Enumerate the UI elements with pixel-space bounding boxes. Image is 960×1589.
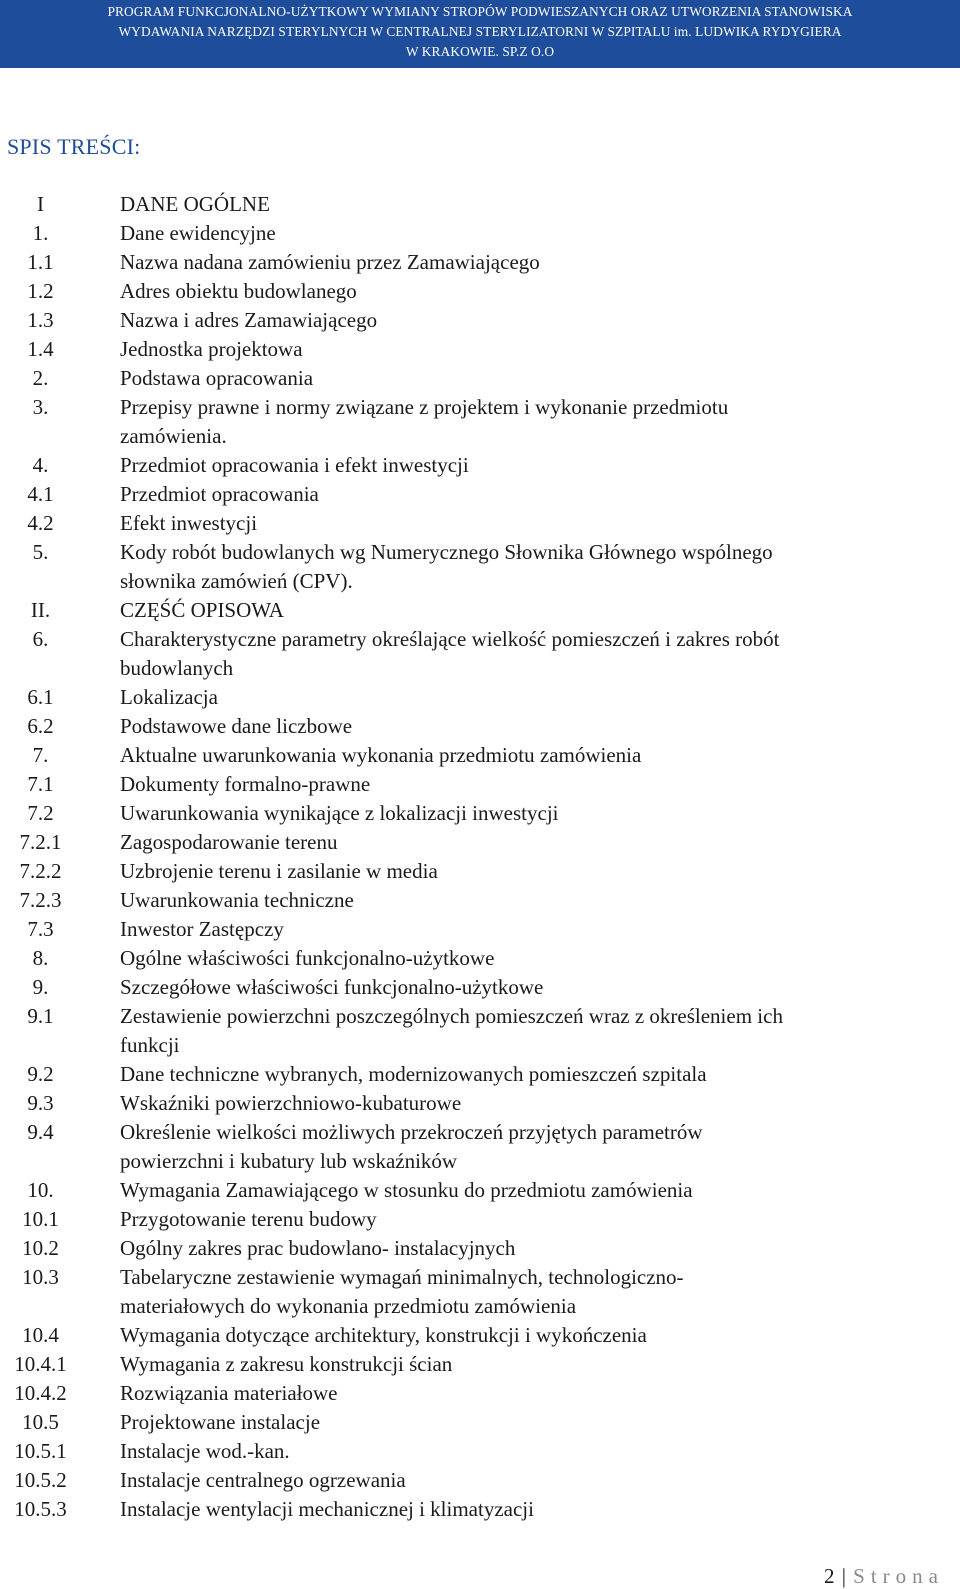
toc-entry-text-line: Nazwa i adres Zamawiającego: [120, 308, 378, 332]
toc-entry-text: [120, 799, 920, 828]
toc-entry-text: [120, 1234, 920, 1263]
toc-entry-number: 7.3: [27, 917, 54, 941]
toc-entry: [0, 1437, 960, 1466]
toc-entry: [0, 1408, 960, 1437]
toc-entry-number: 6.2: [27, 714, 54, 738]
page-separator: |: [841, 1564, 846, 1588]
toc-entry-text: [120, 1205, 920, 1234]
toc-entry-number: 10.2: [22, 1236, 59, 1260]
toc-entry-text: [120, 190, 920, 219]
toc-entry-text: [120, 509, 920, 538]
toc-entry-text-continuation: funkcji: [120, 1033, 180, 1057]
toc-entry-text-line: Szczegółowe właściwości funkcjonalno-użytkowe: [120, 975, 544, 999]
toc-entry-text-line: Dane techniczne wybranych, modernizowanych pomieszczeń szpitala: [120, 1062, 707, 1086]
toc-entry: [0, 1089, 960, 1118]
toc-entry-text-line: Przedmiot opracowania: [120, 482, 319, 506]
toc-entry-text-continuation: materiałowych do wykonania przedmiotu zamówienia: [120, 1294, 577, 1318]
toc-entry-number: 1.3: [27, 308, 54, 332]
toc-entry-number: 10.: [27, 1178, 54, 1202]
toc-entry-text: [120, 973, 920, 1002]
header-line-2: WYDAWANIA NARZĘDZI STERYLNYCH W CENTRALNEJ STERYLIZATORNI W SZPITALU im. LUDWIKA RYDYGIERA: [118, 24, 842, 39]
toc-entry: [0, 219, 960, 248]
toc-entry-number: 3.: [32, 395, 49, 419]
toc-entry-text-line: Adres obiektu budowlanego: [120, 279, 357, 303]
toc-entry-text: [120, 1437, 920, 1466]
toc-entry-text-line: CZĘŚĆ OPISOWA: [120, 598, 284, 622]
toc-entry: [0, 712, 960, 741]
toc-entry: [0, 190, 960, 219]
toc-entry: [0, 364, 960, 393]
toc-entry-text-line: DANE OGÓLNE: [120, 192, 270, 216]
toc-entry-number: 8.: [32, 946, 49, 970]
toc-entry-text: [120, 1089, 920, 1118]
toc-entry-number: 7.2.3: [19, 888, 62, 912]
toc-entry-text-line: Instalacje centralnego ogrzewania: [120, 1468, 406, 1492]
toc-entry-text-line: Projektowane instalacje: [120, 1410, 321, 1434]
toc-entry: [0, 857, 960, 886]
toc-entry-number: 9.3: [27, 1091, 54, 1115]
toc-entry-text-line: Przygotowanie terenu budowy: [120, 1207, 377, 1231]
toc-entry-text-line: Przedmiot opracowania i efekt inwestycji: [120, 453, 469, 477]
toc-entry: [0, 1002, 960, 1060]
toc-entry-number: 10.3: [22, 1265, 59, 1289]
toc-entry-text-line: Ogólne właściwości funkcjonalno-użytkowe: [120, 946, 495, 970]
toc-entry-text-line: Efekt inwestycji: [120, 511, 258, 535]
toc-entry-number: 4.1: [27, 482, 54, 506]
toc-entry-text: [120, 944, 920, 973]
toc-entry-number: 4.: [32, 453, 49, 477]
toc-entry-text: [120, 1379, 920, 1408]
toc-entry: [0, 248, 960, 277]
toc-entry: [0, 538, 960, 596]
toc-entry-number: 10.5.2: [14, 1468, 67, 1492]
toc-entry-number: 7.2.2: [19, 859, 62, 883]
toc-entry-text-line: Aktualne uwarunkowania wykonania przedmiotu zamówienia: [120, 743, 642, 767]
toc-entry: [0, 770, 960, 799]
toc-entry: [0, 1118, 960, 1176]
toc-entry-number: 7.: [32, 743, 49, 767]
toc-entry-text: [120, 306, 920, 335]
toc-entry-number: 6.1: [27, 685, 54, 709]
toc-entry-text: [120, 1263, 920, 1321]
toc-entry-number: 10.1: [22, 1207, 59, 1231]
toc-entry-text-line: Zestawienie powierzchni poszczególnych pomieszczeń wraz z określeniem ich: [120, 1004, 783, 1028]
toc-entry: [0, 1060, 960, 1089]
toc-entry: [0, 1263, 960, 1321]
toc-entry: [0, 1350, 960, 1379]
toc-entry-number: 1.: [32, 221, 49, 245]
toc-entry-text-line: Charakterystyczne parametry określające wielkość pomieszczeń i zakres robót: [120, 627, 780, 651]
page-number: 2: [823, 1564, 835, 1588]
toc-entry-text: [120, 219, 920, 248]
toc-entry-number: 10.4.2: [14, 1381, 67, 1405]
toc-entry-text: [120, 1176, 920, 1205]
header-line-3: W KRAKOWIE. SP.Z O.O: [405, 44, 555, 59]
toc-entry-text: [120, 1060, 920, 1089]
toc-entry-text-line: Podstawowe dane liczbowe: [120, 714, 353, 738]
toc-entry-text-line: Uwarunkowania wynikające z lokalizacji inwestycji: [120, 801, 559, 825]
toc-entry-text-line: Inwestor Zastępczy: [120, 917, 284, 941]
toc-entry-text: [120, 857, 920, 886]
toc-entry-text: [120, 1118, 920, 1176]
toc-entry-number: II.: [30, 598, 51, 622]
toc-entry-text: [120, 248, 920, 277]
toc-entry: [0, 480, 960, 509]
toc-entry-number: 10.4.1: [14, 1352, 67, 1376]
toc-entry-number: 1.1: [27, 250, 54, 274]
toc-entry-text-line: Dokumenty formalno-prawne: [120, 772, 371, 796]
toc-entry: [0, 1205, 960, 1234]
toc-entry-number: 4.2: [27, 511, 54, 535]
toc-entry-text: [120, 277, 920, 306]
toc-entry-text-continuation: budowlanych: [120, 656, 234, 680]
toc-entry: [0, 306, 960, 335]
toc-entry-number: 7.1: [27, 772, 54, 796]
toc-entry-text-line: Nazwa nadana zamówieniu przez Zamawiającego: [120, 250, 540, 274]
toc-entry-text-line: Wymagania dotyczące architektury, konstrukcji i wykończenia: [120, 1323, 647, 1347]
toc-entry: [0, 1495, 960, 1524]
page-footer: [824, 1564, 944, 1589]
toc-entry-text-line: Wymagania Zamawiającego w stosunku do przedmiotu zamówienia: [120, 1178, 693, 1202]
toc-entry: [0, 1321, 960, 1350]
toc-entry-text-line: Lokalizacja: [120, 685, 218, 709]
toc-entry-text: [120, 596, 920, 625]
toc-entry-text: [120, 1495, 920, 1524]
toc-entry-text: [120, 393, 920, 451]
toc-entry-text: [120, 538, 920, 596]
toc-entry-text-line: Wymagania z zakresu konstrukcji ścian: [120, 1352, 453, 1376]
toc-entry: [0, 509, 960, 538]
toc-entry: [0, 741, 960, 770]
toc-entry-text: [120, 480, 920, 509]
toc-entry-text-line: Instalacje wod.-kan.: [120, 1439, 290, 1463]
toc-entry-text: [120, 625, 920, 683]
toc-entry-text-line: Instalacje wentylacji mechanicznej i klimatyzacji: [120, 1497, 534, 1521]
toc-entry-text: [120, 683, 920, 712]
toc-entry-text: [120, 1002, 920, 1060]
toc-entry-text-line: Zagospodarowanie terenu: [120, 830, 338, 854]
document-header: [0, 0, 960, 68]
toc-entry-text: [120, 364, 920, 393]
toc-entry-number: 10.5: [22, 1410, 59, 1434]
toc-entry-text: [120, 712, 920, 741]
toc-entry: [0, 799, 960, 828]
toc-entry-text-continuation: powierzchni i kubatury lub wskaźników: [120, 1149, 458, 1173]
toc-entry-number: 1.4: [27, 337, 54, 361]
table-of-contents: [0, 190, 960, 1524]
toc-entry: [0, 1176, 960, 1205]
toc-entry-text-line: Rozwiązania materiałowe: [120, 1381, 338, 1405]
toc-title: SPIS TREŚCI:: [7, 134, 141, 159]
toc-entry-text-continuation: słownika zamówień (CPV).: [120, 569, 353, 593]
toc-entry: [0, 886, 960, 915]
toc-entry-text-line: Podstawa opracowania: [120, 366, 314, 390]
toc-entry-text: [120, 1350, 920, 1379]
toc-entry-text-line: Jednostka projektowa: [120, 337, 303, 361]
toc-entry-text: [120, 915, 920, 944]
toc-entry-number: 2.: [32, 366, 49, 390]
toc-entry-text-line: Określenie wielkości możliwych przekroczeń przyjętych parametrów: [120, 1120, 703, 1144]
toc-entry: [0, 973, 960, 1002]
toc-entry: [0, 393, 960, 451]
toc-entry-number: 7.2.1: [19, 830, 62, 854]
toc-entry-text: [120, 741, 920, 770]
toc-entry-text-line: Przepisy prawne i normy związane z projektem i wykonanie przedmiotu: [120, 395, 729, 419]
toc-entry: [0, 944, 960, 973]
toc-entry: [0, 828, 960, 857]
toc-entry-number: 6.: [32, 627, 49, 651]
toc-entry-number: 9.4: [27, 1120, 54, 1144]
header-line-1: PROGRAM FUNKCJONALNO-UŻYTKOWY WYMIANY STROPÓW PODWIESZANYCH ORAZ UTWORZENIA STANOWISKA: [107, 4, 853, 19]
toc-entry-number: 10.5.1: [14, 1439, 67, 1463]
toc-entry-number: 9.: [32, 975, 49, 999]
toc-entry: [0, 335, 960, 364]
toc-entry-text: [120, 1321, 920, 1350]
toc-entry-number: 5.: [32, 540, 49, 564]
toc-entry-text-line: Dane ewidencyjne: [120, 221, 276, 245]
toc-entry-text-line: Kody robót budowlanych wg Numerycznego Słownika Głównego wspólnego: [120, 540, 773, 564]
toc-entry-text: [120, 886, 920, 915]
toc-entry: [0, 1234, 960, 1263]
toc-entry: [0, 915, 960, 944]
toc-entry-number: 10.5.3: [14, 1497, 67, 1521]
toc-entry-text: [120, 335, 920, 364]
toc-entry: [0, 451, 960, 480]
toc-entry-text: [120, 451, 920, 480]
toc-entry: [0, 1379, 960, 1408]
toc-entry-text-line: Ogólny zakres prac budowlano- instalacyjnych: [120, 1236, 516, 1260]
toc-entry: [0, 596, 960, 625]
toc-entry-text-line: Wskaźniki powierzchniowo-kubaturowe: [120, 1091, 462, 1115]
toc-entry-number: 9.1: [27, 1004, 54, 1028]
toc-entry-text-line: Tabelaryczne zestawienie wymagań minimalnych, technologiczno-: [120, 1265, 684, 1289]
toc-entry-number: 10.4: [22, 1323, 59, 1347]
toc-entry-text: [120, 828, 920, 857]
toc-entry-number: 7.2: [27, 801, 54, 825]
toc-entry: [0, 625, 960, 683]
toc-entry-text-line: Uwarunkowania techniczne: [120, 888, 354, 912]
toc-entry-text: [120, 770, 920, 799]
toc-entry-text: [120, 1408, 920, 1437]
toc-entry-number: 9.2: [27, 1062, 54, 1086]
page-label: Strona: [853, 1564, 944, 1588]
toc-entry-text: [120, 1466, 920, 1495]
toc-entry: [0, 683, 960, 712]
toc-entry-number: I: [37, 192, 44, 216]
toc-entry: [0, 1466, 960, 1495]
toc-entry-text-continuation: zamówienia.: [120, 424, 227, 448]
toc-entry-number: 1.2: [27, 279, 54, 303]
toc-entry-text-line: Uzbrojenie terenu i zasilanie w media: [120, 859, 438, 883]
toc-entry: [0, 277, 960, 306]
